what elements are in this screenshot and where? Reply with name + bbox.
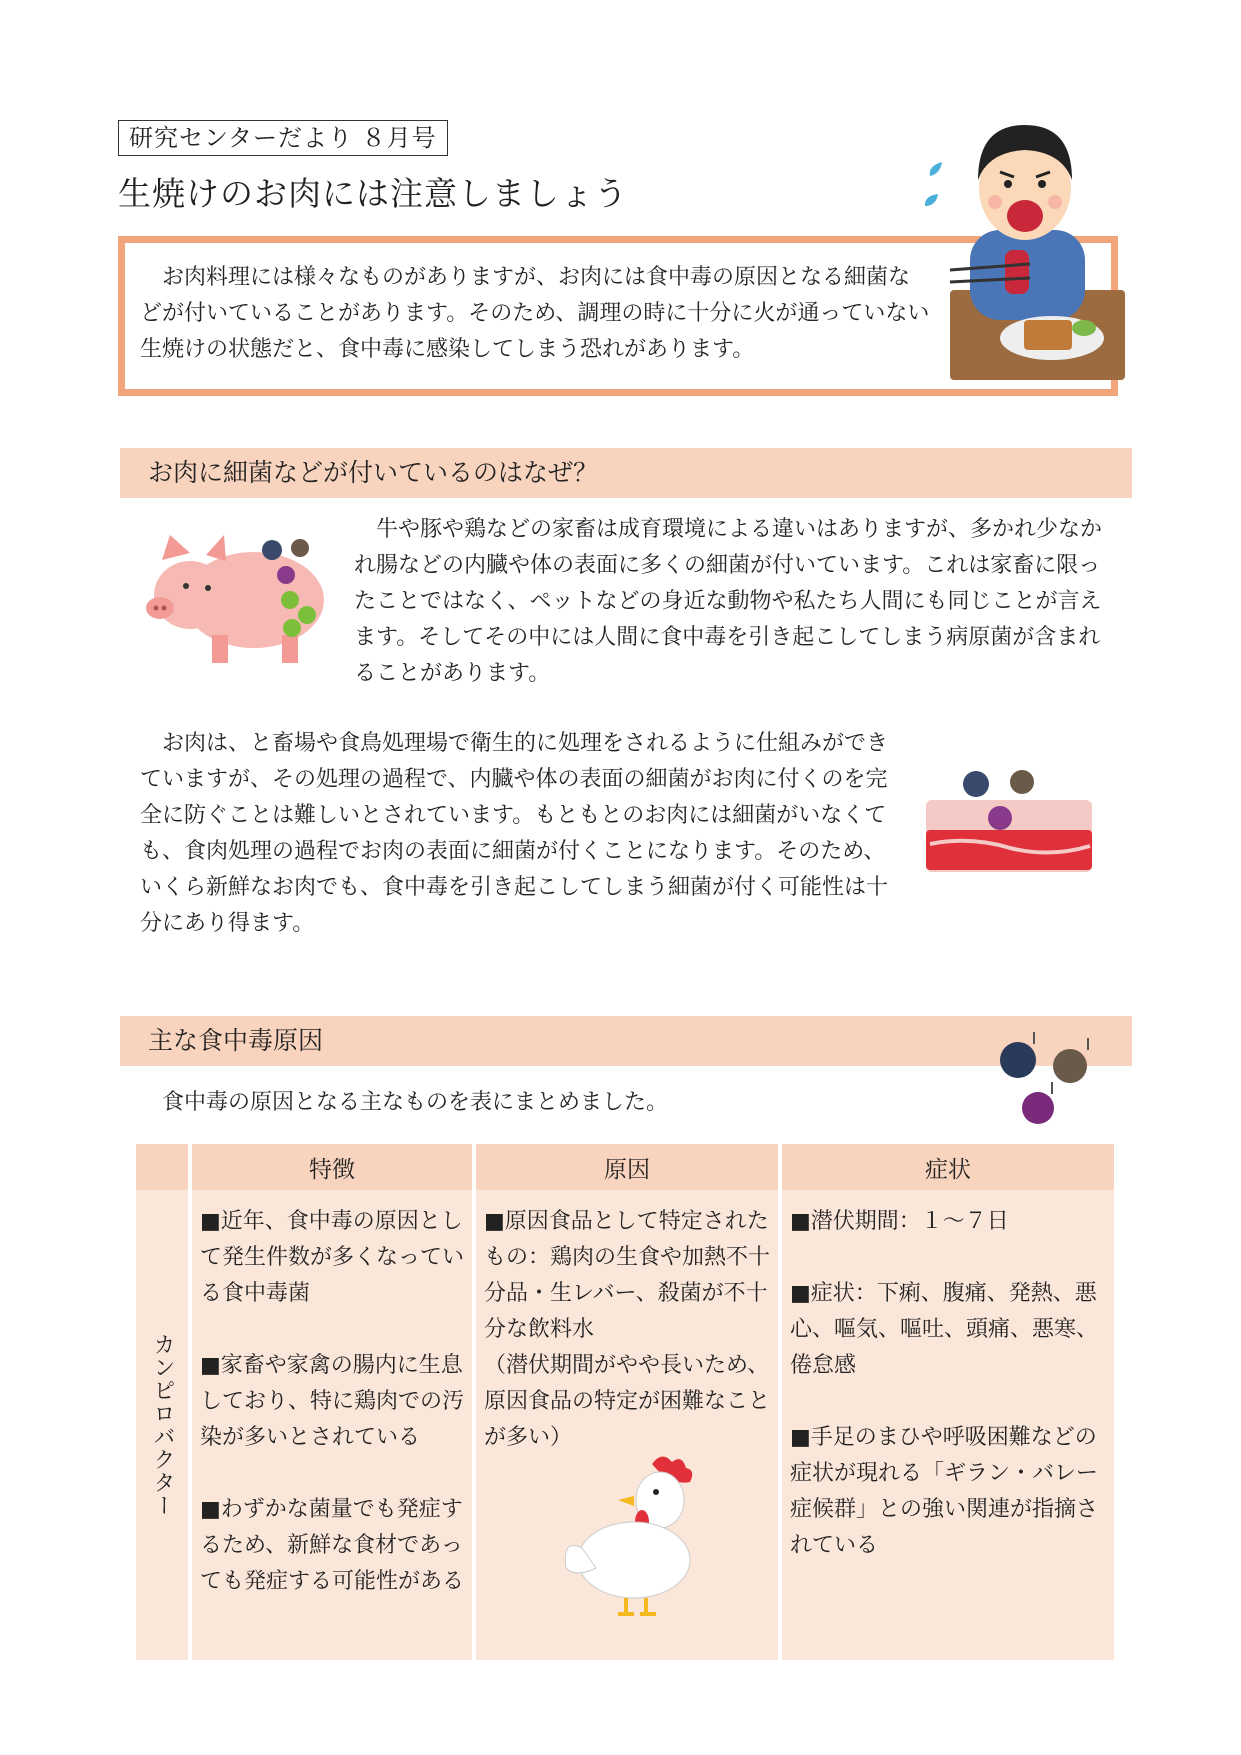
intro-text: お肉料理には様々なものがありますが、お肉には食中毒の原因となる細菌などが付いていることがあります。そのため、調理の時に十分に火が通っていない生焼けの状態だと、食中毒に感染してしまう恐れがあります。 — [140, 265, 930, 362]
table-header-symptom: 症状 — [782, 1144, 1114, 1190]
table-row — [136, 1190, 1114, 1660]
table-header-cause: 原因 — [476, 1144, 778, 1190]
pathogen-name: カンピロバクター — [136, 1190, 188, 1660]
feature-item: ■家畜や家禽の腸内に生息しており、特に鶏肉での汚染が多いとされている — [200, 1353, 465, 1450]
table-header-feature: 特徴 — [192, 1144, 472, 1190]
symptom-item: ■潜伏期間：１～７日 — [790, 1209, 1009, 1234]
cause-note: （潜伏期間がやや長いため、原因食品の特定が困難なことが多い） — [484, 1353, 771, 1450]
issue-label: 研究センターだより ８月号 — [118, 120, 448, 156]
page-title: 生焼けのお肉には注意しましょう — [118, 174, 628, 213]
cause-item: ■原因食品として特定されたもの：鶏肉の生食や加熱不十分品・生レバー、殺菌が不十分な飲料水 — [484, 1209, 771, 1342]
table-corner — [136, 1144, 188, 1190]
germs-illustration — [990, 1030, 1110, 1130]
symptom-item: ■症状：下痢、腹痛、発熱、悪心、嘔気、嘔吐、頭痛、悪寒、倦怠感 — [790, 1281, 1099, 1378]
section-heading-causes: 主な食中毒原因 — [120, 1016, 1132, 1066]
cause-cell — [476, 1190, 778, 1660]
raw-meat-with-germs-illustration — [920, 760, 1100, 880]
symptom-cell — [782, 1190, 1114, 1660]
feature-cell — [192, 1190, 472, 1660]
section1-paragraph-1: 牛や豚や鶏などの家畜は成育環境による違いはありますが、多かれ少なかれ腸などの内臓や体の表面に多くの細菌が付いています。これは家畜に限ったことではなく、ペットなどの身近な動物や私たち人間にも同じことが言えます。そしてその中には人間に食中毒を引き起こしてしまう病原菌が含まれることがあります。 — [354, 517, 1103, 686]
section2-lead: 食中毒の原因となる主なものを表にまとめました。 — [162, 1090, 669, 1115]
symptom-item: ■手足のまひや呼吸困難などの症状が現れる「ギラン・バレー症候群」との強い関連が指摘されている — [790, 1425, 1099, 1558]
feature-item: ■わずかな菌量でも発症するため、新鮮な食材であっても発症する可能性がある — [200, 1497, 465, 1594]
pig-with-germs-illustration — [142, 520, 342, 670]
feature-item: ■近年、食中毒の原因として発生件数が多くなっている食中毒菌 — [200, 1209, 465, 1306]
food-poisoning-table — [132, 1144, 1118, 1660]
section1-paragraph-2: お肉は、と畜場や食鳥処理場で衛生的に処理をされるように仕組みができていますが、その処理の過程で、内臓や体の表面の細菌がお肉に付くのを完全に防ぐことは難しいとされています。もともとのお肉には細菌がいなくても、食肉処理の過程でお肉の表面に細菌が付くことになります。そのため、いくら新鮮なお肉でも、食中毒を引き起こしてしまう細菌が付く可能性は十分にあり得ます。 — [140, 731, 889, 936]
chicken-illustration — [556, 1452, 706, 1622]
section-heading-bacteria: お肉に細菌などが付いているのはなぜ？ — [120, 448, 1132, 498]
boy-eating-illustration — [920, 120, 1130, 390]
